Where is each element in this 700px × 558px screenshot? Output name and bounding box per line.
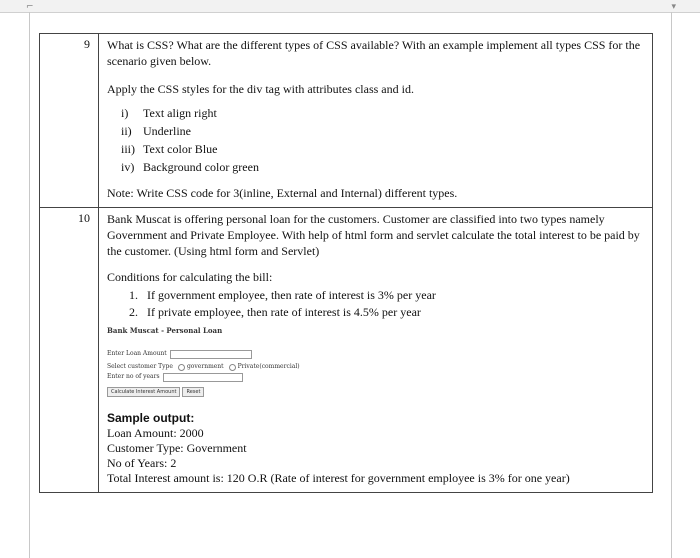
sample-line: Loan Amount: 2000 [107, 426, 204, 440]
question-number: 10 [40, 208, 99, 493]
reset-button[interactable]: Reset [182, 387, 204, 397]
conditions-heading: Conditions for calculating the bill: [107, 270, 273, 284]
instruction-text: Apply the CSS styles for the div tag with attributes class and id. [107, 82, 414, 96]
loan-label: Enter Loan Amount [107, 350, 167, 357]
private-radio[interactable] [229, 364, 236, 371]
sample-line: Total Interest amount is: 120 O.R (Rate of interest for government employee is 3% for one year) [107, 471, 570, 485]
loan-input[interactable] [170, 350, 252, 359]
viewer-toolbar [0, 0, 700, 13]
note-text: Note: Write CSS code for 3(inline, External and Internal) different types. [107, 186, 458, 200]
style-requirements-list [121, 105, 644, 177]
sample-heading: Sample output: [107, 411, 195, 425]
list-item: i) Text align right [121, 106, 217, 120]
years-label: Enter no of years [107, 373, 160, 380]
private-option-label: Private(commercial) [237, 363, 300, 370]
list-item: 2. If private employee, then rate of interest is 4.5% per year [129, 305, 421, 319]
form-title: Bank Muscat - Personal Loan [107, 326, 223, 335]
question-row-10 [40, 208, 653, 493]
conditions-list [129, 287, 644, 321]
list-item: 1. If government employee, then rate of interest is 3% per year [129, 288, 436, 302]
type-label: Select customer Type [107, 363, 173, 370]
question-body [99, 34, 653, 208]
page-edge-left [29, 12, 30, 558]
list-item: iii) Text color Blue [121, 142, 218, 156]
corner-mark-left: ⌐ [26, 2, 34, 12]
question-body [99, 208, 653, 493]
sample-line: Customer Type: Government [107, 441, 247, 455]
sample-line: No of Years: 2 [107, 456, 177, 470]
sample-output [107, 411, 644, 486]
question-table [39, 33, 653, 493]
question-text: Bank Muscat is offering personal loan for the customers. Customer are classified into two types namely Government and Private Employee. With help of html form and servlet calculate the total interest to be paid by the customer. (Using html form and Servlet) [107, 212, 640, 258]
page-edge-right [671, 12, 672, 558]
years-input[interactable] [163, 373, 243, 382]
corner-mark-right: ▾ [671, 2, 676, 12]
list-item: ii) Underline [121, 124, 191, 138]
question-text: What is CSS? What are the different types of CSS available? With an example implement all types CSS for the scenario given below. [107, 38, 641, 68]
government-option-label: government [186, 363, 224, 370]
question-number: 9 [40, 34, 99, 208]
government-radio[interactable] [178, 364, 185, 371]
form-screenshot [107, 327, 644, 397]
question-row-9 [40, 34, 653, 208]
list-item: iv) Background color green [121, 160, 259, 174]
calculate-button[interactable]: Calculate Interest Amount [107, 387, 180, 397]
